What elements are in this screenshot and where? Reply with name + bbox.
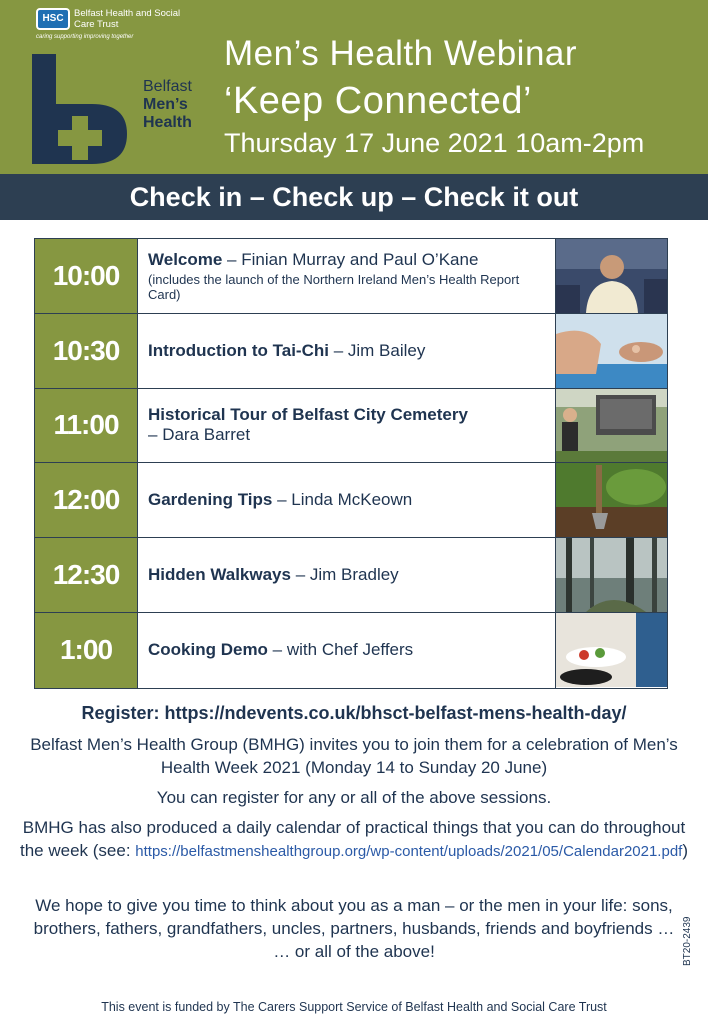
session-time: 11:00 <box>35 389 138 463</box>
session-speaker: Jim Bailey <box>347 340 426 360</box>
session-time: 1:00 <box>35 613 138 688</box>
session-note: (includes the launch of the Northern Ireland Men’s Health Report Card) <box>148 271 520 302</box>
belfast-mens-health-b-logo-icon <box>32 54 132 164</box>
calendar-close: ) <box>682 841 688 860</box>
session-speaker: Jim Bradley <box>309 565 399 585</box>
session-speaker: Finian Murray and Paul O’Kane <box>241 249 479 269</box>
schedule-table <box>34 238 668 689</box>
session-title: Welcome <box>148 249 223 269</box>
cemetery-photo <box>555 389 667 463</box>
session-description <box>138 613 555 688</box>
garden-photo <box>555 463 667 537</box>
webinar-subtitle: ‘Keep Connected’ <box>224 80 532 122</box>
session-separator: – <box>328 340 348 360</box>
document-code: BT20-2439 <box>682 916 693 966</box>
session-description <box>138 463 555 537</box>
bmh-line-health: Health <box>143 114 192 131</box>
hsc-badge: HSC <box>36 8 70 30</box>
hsc-trust-name: Belfast Health and Social Care Trust <box>74 8 181 30</box>
slogan-banner: Check in – Check up – Check it out <box>0 174 708 220</box>
session-separator: – <box>290 565 310 585</box>
header-panel <box>0 0 708 174</box>
session-time: 10:30 <box>35 314 138 388</box>
session-speaker: Linda McKeown <box>291 490 413 510</box>
register-note: You can register for any or all of the above sessions. <box>156 788 552 807</box>
session-separator: – <box>272 490 292 510</box>
session-description <box>138 389 555 463</box>
session-description <box>138 314 555 388</box>
session-separator: – <box>267 640 287 660</box>
meditation-photo <box>555 314 667 388</box>
bmh-wordmark <box>143 78 223 132</box>
invite-paragraph: Belfast Men’s Health Group (BMHG) invites you to join them for a celebration of Men’s Health Week 2021 (Monday 14 to Sunday 20 June) <box>30 735 678 777</box>
session-time: 12:00 <box>35 463 138 537</box>
hope-paragraph <box>20 894 688 963</box>
session-description <box>138 239 555 313</box>
speaker-photo <box>555 239 667 313</box>
register-link[interactable]: Register: https://ndevents.co.uk/bhsct-belfast-mens-health-day/ <box>81 703 627 723</box>
hsc-logo <box>36 8 186 44</box>
schedule-row <box>35 463 667 538</box>
session-title: Cooking Demo <box>148 640 268 660</box>
schedule-row <box>35 239 667 314</box>
forest-photo <box>555 538 667 612</box>
bmh-line-mens: Men’s <box>143 96 188 113</box>
funding-note: This event is funded by The Carers Support Service of Belfast Health and Social Care Trust <box>101 1000 607 1014</box>
session-description <box>138 538 555 612</box>
schedule-row <box>35 389 667 464</box>
schedule-row <box>35 538 667 613</box>
session-title: Hidden Walkways <box>148 565 291 585</box>
session-title: Gardening Tips <box>148 490 273 510</box>
session-separator: – <box>148 425 163 445</box>
session-separator: – <box>222 249 242 269</box>
schedule-row <box>35 613 667 688</box>
session-speaker: with Chef Jeffers <box>286 640 414 660</box>
bmh-line-belfast: Belfast <box>143 78 192 95</box>
session-title: Introduction to Tai-Chi <box>148 340 329 360</box>
webinar-date: Thursday 17 June 2021 10am-2pm <box>224 128 645 158</box>
webinar-title: Men’s Health Webinar <box>224 34 578 73</box>
calendar-paragraph <box>20 816 688 863</box>
hope-text: We hope to give you time to think about you as a man – or the men in your life: sons, brothers, fathers, grandfathers, uncles, partners, husbands, friends and boyfriends … <box>33 896 675 938</box>
session-speaker: Dara Barret <box>162 425 251 445</box>
calendar-link[interactable]: https://belfastmenshealthgroup.org/wp-content/uploads/2021/05/Calendar2021.pdf <box>135 843 683 860</box>
session-time: 10:00 <box>35 239 138 313</box>
session-title: Historical Tour of Belfast City Cemetery <box>148 405 468 425</box>
hope-end: … or all of the above! <box>273 942 435 961</box>
cooking-photo <box>555 613 667 688</box>
calendar-text: BMHG has also produced a daily calendar of practical things that you can do throughout the week (see: <box>20 818 686 860</box>
session-time: 12:30 <box>35 538 138 612</box>
schedule-row <box>35 314 667 389</box>
hsc-tagline: caring supporting improving together <box>36 34 134 40</box>
